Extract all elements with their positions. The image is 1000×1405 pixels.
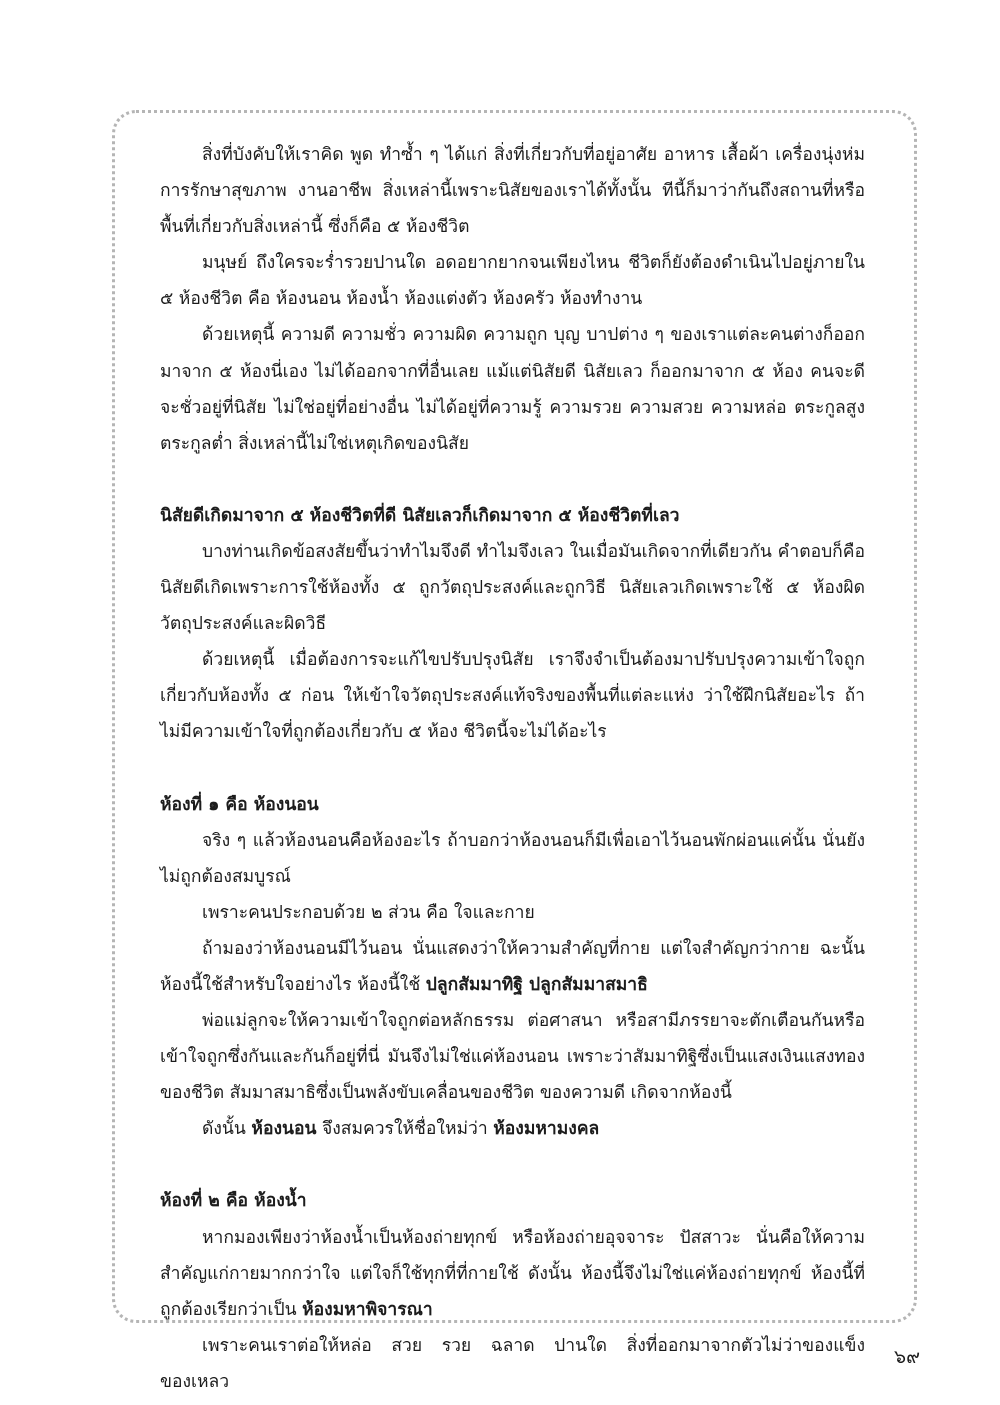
section-gap xyxy=(160,1147,865,1183)
intro-paragraph-3: ด้วยเหตุนี้ ความดี ความชั่ว ความผิด ความถูก บุญ บาปต่าง ๆ ของเราแต่ละคนต่างก็ออกมาจาก ๕ ห้องนี่เอง ไม่ได้ออกจากที่อื่นเลย แม้แต่นิสัยดี นิสัยเลว ก็ออกมาจาก ๕ ห้อง คนจะดีจะชั่วอยู่ที่นิสัย ไม่ใช่อยู่ที่อย่างอื่น ไม่ได้อยู่ที่ความรู้ ความรวย ความสวย ความหล่อ ตระกูลสูง ตระกูลต่ำ สิ่งเหล่านี้ไม่ใช่เหตุเกิดของนิสัย xyxy=(160,325,865,454)
section-heading-bathroom: ห้องที่ ๒ คือ ห้องน้ำ xyxy=(160,1191,307,1212)
habits-paragraph-1: บางท่านเกิดข้อสงสัยขึ้นว่าทำไมจึงดี ทำไมจึงเลว ในเมื่อมันเกิดจากที่เดียวกัน คำตอบก็คือนิสัยดีเกิดเพราะการใช้ห้องทั้ง ๕ ถูกวัตถุประสงค์และถูกวิธี นิสัยเลวเกิดเพราะใช้ ๕ ห้องผิดวัตถุประสงค์และผิดวิธี xyxy=(160,541,865,635)
bedroom-paragraph-2: เพราะคนประกอบด้วย ๒ ส่วน คือ ใจและกาย xyxy=(202,902,535,923)
section-heading-habits: นิสัยดีเกิดมาจาก ๕ ห้องชีวิตที่ดี นิสัยเลวก็เกิดมาจาก ๕ ห้องชีวิตที่เลว xyxy=(160,505,680,526)
intro-paragraph-1: สิ่งที่บังคับให้เราคิด พูด ทำซ้ำ ๆ ได้แก่ สิ่งที่เกี่ยวกับที่อยู่อาศัย อาหาร เสื้อผ้า เครื่องนุ่งห่ม การรักษาสุขภาพ งานอาชีพ สิ่งเหล่านี้เพราะนิสัยของเราได้ทั้งนั้น ทีนี้ก็มาว่ากันถึงสถานที่หรือพื้นที่เกี่ยวกับสิ่งเหล่านี้ ซึ่งก็คือ ๕ ห้องชีวิต xyxy=(160,145,865,238)
bedroom-p5-text-a: ดังนั้น xyxy=(202,1119,252,1140)
bathroom-paragraph-2: เพราะคนเราต่อให้หล่อ สวย รวย ฉลาด ปานใด สิ่งที่ออกมาจากตัวไม่ว่าของแข็ง ของเหลว xyxy=(160,1335,865,1392)
intro-paragraph-2: มนุษย์ ถึงใครจะร่ำรวยปานใด อดอยากยากจนเพียงไหน ชีวิตก็ยังต้องดำเนินไปอยู่ภายใน ๕ ห้องชีวิต คือ ห้องนอน ห้องน้ำ ห้องแต่งตัว ห้องครัว ห้องทำงาน xyxy=(160,253,865,310)
bedroom-paragraph-4: พ่อแม่ลูกจะให้ความเข้าใจถูกต่อหลักธรรม ต่อศาสนา หรือสามีภรรยาจะตักเตือนกันหรือเข้าใจถูกซึ่งกันและกันก็อยู่ที่นี่ มันจึงไม่ใช่แค่ห้องนอน เพราะว่าสัมมาทิฐิซึ่งเป็นแสงเงินแสงทองของชีวิต สัมมาสมาธิซึ่งเป็นพลังขับเคลื่อนของชีวิต ของความดี เกิดจากห้องนี้ xyxy=(160,1011,865,1104)
bedroom-paragraph-3 xyxy=(160,931,865,1003)
bedroom-p3-text: ถ้ามองว่าห้องนอนมีไว้นอน นั่นแสดงว่าให้ความสำคัญที่กาย แต่ใจสำคัญกว่ากาย ฉะนั้นห้องนี้ใช้สำหรับใจอย่างไร ห้องนี้ใช้ xyxy=(160,938,865,995)
section-heading-bedroom: ห้องที่ ๑ คือ ห้องนอน xyxy=(160,794,319,815)
page-content xyxy=(160,137,865,1400)
habits-paragraph-2: ด้วยเหตุนี้ เมื่อต้องการจะแก้ไขปรับปรุงนิสัย เราจึงจำเป็นต้องมาปรับปรุงความเข้าใจถูกเกี่ยวกับห้องทั้ง ๕ ก่อน ให้เข้าใจวัตถุประสงค์แท้จริงของพื้นที่แต่ละแห่ง ว่าใช้ฝึกนิสัยอะไร ถ้าไม่มีความเข้าใจที่ถูกต้องเกี่ยวกับ ๕ ห้อง ชีวิตนี้จะไม่ได้อะไร xyxy=(160,650,865,743)
bathroom-paragraph-1 xyxy=(160,1220,865,1328)
bathroom-p1-bold: ห้องมหาพิจารณา xyxy=(302,1299,433,1320)
bedroom-p3-bold: ปลูกสัมมาทิฐิ ปลูกสัมมาสมาธิ xyxy=(425,974,648,995)
bedroom-paragraph-1: จริง ๆ แล้วห้องนอนคือห้องอะไร ถ้าบอกว่าห้องนอนก็มีเพื่อเอาไว้นอนพักผ่อนแค่นั้น นั่นยังไม่ถูกต้องสมบูรณ์ xyxy=(160,830,865,887)
page-number: ๖๙ xyxy=(894,1346,920,1368)
bedroom-paragraph-5 xyxy=(160,1111,865,1147)
section-gap xyxy=(160,462,865,498)
section-gap xyxy=(160,751,865,787)
bedroom-p5-bold-b: ห้องมหามงคล xyxy=(493,1119,600,1140)
bedroom-p5-bold-a: ห้องนอน xyxy=(251,1119,317,1140)
bedroom-p5-text-b: จึงสมควรให้ชื่อใหม่ว่า xyxy=(316,1119,494,1140)
bathroom-p1-text: หากมองเพียงว่าห้องน้ำเป็นห้องถ่ายทุกข์ หรือห้องถ่ายอุจจาระ ปัสสาวะ นั่นคือให้ความสำคัญแก่กายมากกว่าใจ แต่ใจก็ใช้ทุกที่ที่กายใช้ ดังนั้น ห้องนี้จึงไม่ใช่แค่ห้องถ่ายทุกข์ ห้องนี้ที่ถูกต้องเรียกว่าเป็น xyxy=(160,1227,865,1320)
